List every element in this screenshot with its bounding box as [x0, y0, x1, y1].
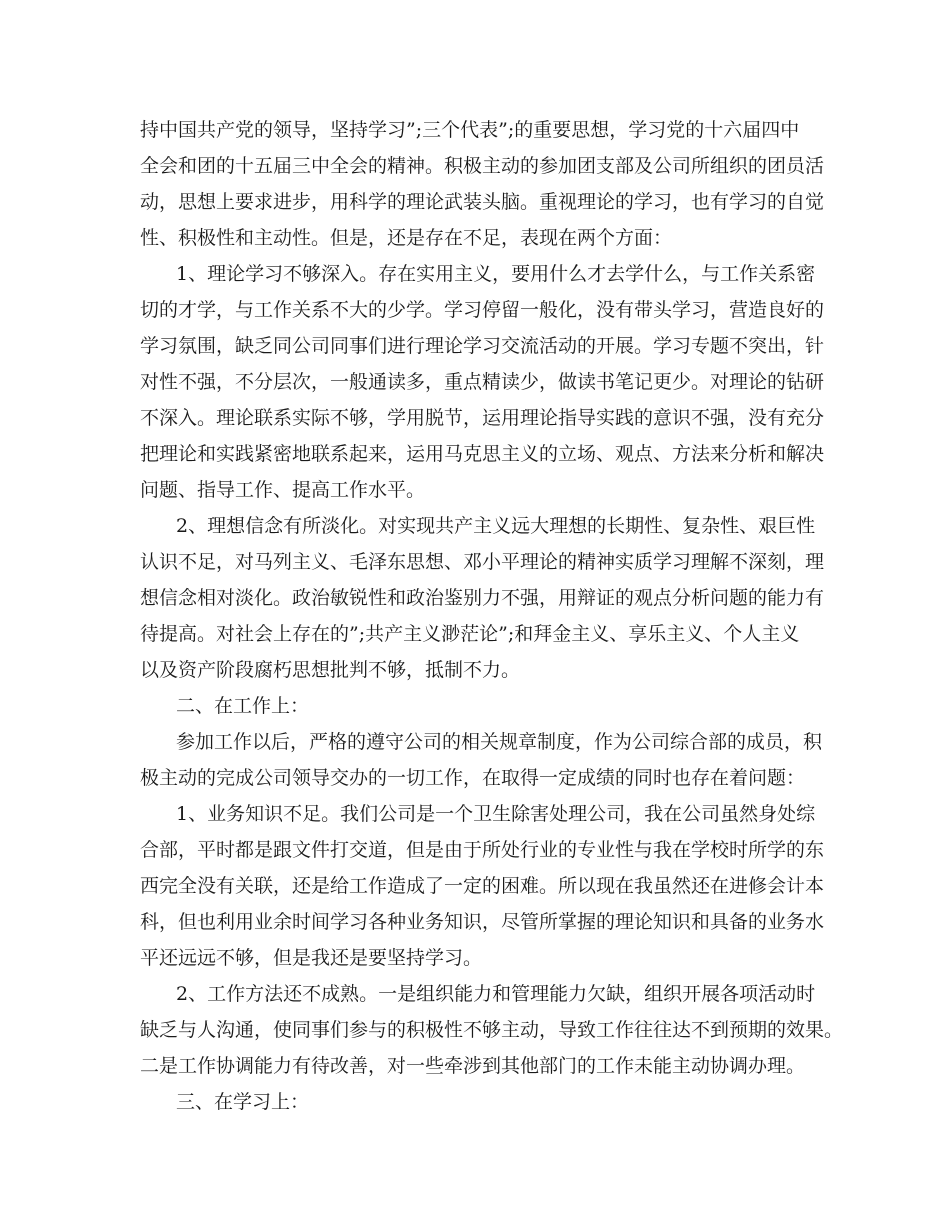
text-line: 问题、指导工作、提高工作水平。 [140, 479, 426, 501]
text-line: 认识不足，对马列主义、毛泽东思想、邓小平理论的精神实质学习理解不深刻，理 [140, 551, 825, 573]
text-line: 2、工作方法还不成熟。一是组织能力和管理能力欠缺，组织开展各项活动时 [176, 983, 816, 1005]
text-line: 切的才学，与工作关系不大的少学。学习停留一般化，没有带头学习，营造良好的 [140, 299, 825, 321]
text-line: 二是工作协调能力有待改善，对一些牵涉到其他部门的工作未能主动协调办理。 [140, 1055, 806, 1077]
text-line: 1、业务知识不足。我们公司是一个卫生除害处理公司，我在公司虽然身处综 [176, 803, 816, 825]
text-line: 合部，平时都是跟文件打交道，但是由于所处行业的专业性与我在学校时所学的东 [140, 839, 825, 861]
text-line: 想信念相对淡化。政治敏锐性和政治鉴别力不强，用辩证的观点分析问题的能力有 [140, 587, 825, 609]
text-line: 全会和团的十五届三中全会的精神。积极主动的参加团支部及公司所组织的团员活 [140, 155, 825, 177]
text-line: 对性不强，不分层次，一般通读多，重点精读少，做读书笔记更少。对理论的钻研 [140, 371, 825, 393]
text-line: 学习氛围，缺乏同公司同事们进行理论学习交流活动的开展。学习专题不突出，针 [140, 335, 825, 357]
text-line: 把理论和实践紧密地联系起来，运用马克思主义的立场、观点、方法来分析和解决 [140, 443, 825, 465]
text-line: 以及资产阶段腐朽思想批判不够，抵制不力。 [140, 659, 521, 681]
text-line: 持中国共产党的领导，坚持学习”;三个代表”;的重要思想，学习党的十六届四中 [140, 119, 800, 141]
text-line: 性、积极性和主动性。但是，还是存在不足，表现在两个方面： [140, 227, 673, 249]
text-line: 2、理想信念有所淡化。对实现共产主义远大理想的长期性、复杂性、艰巨性 [176, 515, 816, 537]
text-line: 待提高。对社会上存在的”;共产主义渺茫论”;和拜金主义、享乐主义、个人主义 [140, 623, 800, 645]
text-line: 1、理论学习不够深入。存在实用主义，要用什么才去学什么，与工作关系密 [176, 263, 816, 285]
section-heading: 二、在工作上： [176, 695, 310, 717]
text-line: 不深入。理论联系实际不够，学用脱节，运用理论指导实践的意识不强，没有充分 [140, 407, 825, 429]
text-line: 平还远远不够，但是我还是要坚持学习。 [140, 947, 483, 969]
section-heading: 三、在学习上： [176, 1091, 310, 1113]
text-line: 缺乏与人沟通，使同事们参与的积极性不够主动，导致工作往往达不到预期的效果。 [140, 1019, 844, 1041]
text-line: 科，但也利用业余时间学习各种业务知识，尽管所掌握的理论知识和具备的业务水 [140, 911, 825, 933]
text-line: 动，思想上要求进步，用科学的理论武装头脑。重视理论的学习，也有学习的自觉 [140, 191, 825, 213]
text-line: 参加工作以后，严格的遵守公司的相关规章制度，作为公司综合部的成员，积 [176, 731, 823, 753]
text-line: 极主动的完成公司领导交办的一切工作，在取得一定成绩的同时也存在着问题： [140, 767, 806, 789]
text-line: 西完全没有关联，还是给工作造成了一定的困难。所以现在我虽然还在进修会计本 [140, 875, 825, 897]
